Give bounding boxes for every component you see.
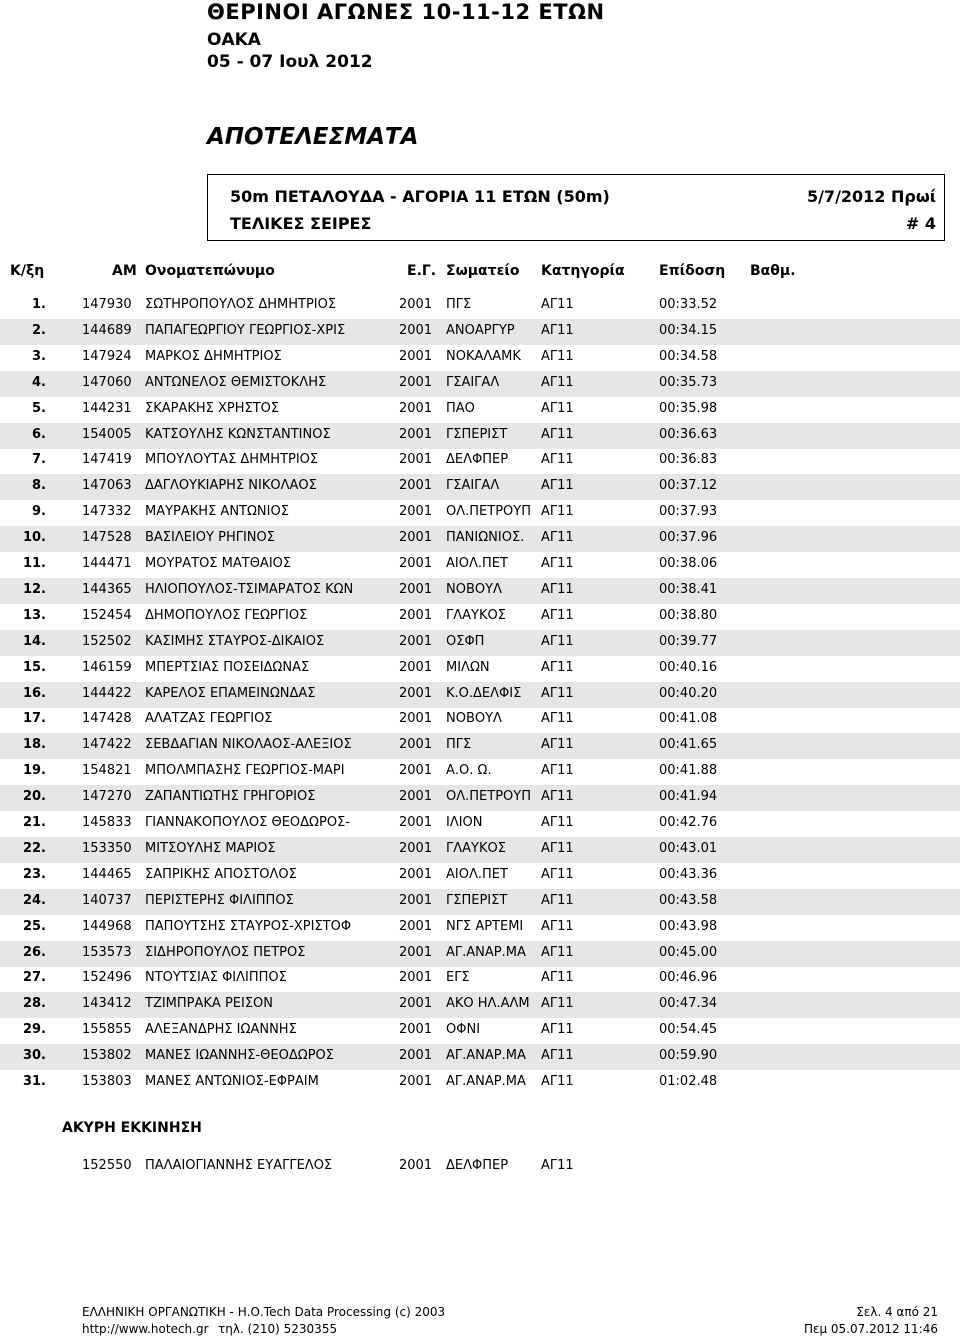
rank-cell: 28. — [22, 996, 46, 1011]
am-cell: 147060 — [82, 375, 132, 390]
category-cell: ΑΓ11 — [541, 1022, 574, 1037]
birth-year-cell: 2001 — [399, 634, 433, 649]
meet-title: ΘΕΡΙΝΟΙ ΑΓΩΝΕΣ 10-11-12 ΕΤΩΝ — [207, 0, 605, 24]
time-cell: 00:47.34 — [659, 996, 718, 1011]
swimmer-name-cell: ΠΑΠΟΥΤΣΗΣ ΣΤΑΥΡΟΣ-ΧΡΙΣΤΟΦ — [145, 919, 352, 934]
am-cell: 152550 — [82, 1158, 132, 1173]
rank-cell: 2. — [32, 323, 46, 338]
table-row — [0, 837, 960, 863]
club-cell: ΜΙΛΩΝ — [446, 660, 490, 675]
club-cell: ΓΣΑΙΓΑΛ — [446, 478, 500, 493]
footer-page: Σελ. 4 από 21 — [856, 1305, 938, 1319]
birth-year-cell: 2001 — [399, 375, 433, 390]
rank-cell: 18. — [22, 737, 46, 752]
table-row — [0, 1070, 960, 1096]
time-cell: 00:37.12 — [659, 478, 718, 493]
category-cell: ΑΓ11 — [541, 996, 574, 1011]
footer-printed: Πεμ 05.07.2012 11:46 — [803, 1322, 938, 1336]
time-cell: 00:33.52 — [659, 297, 718, 312]
rank-cell: 25. — [22, 919, 46, 934]
category-cell: ΑΓ11 — [541, 608, 574, 623]
time-cell: 00:43.58 — [659, 893, 718, 908]
swimmer-name-cell: ΔΑΓΛΟΥΚΙΑΡΗΣ ΝΙΚΟΛΑΟΣ — [145, 478, 317, 493]
birth-year-cell: 2001 — [399, 763, 433, 778]
club-cell: ΑΙΟΛ.ΠΕΤ — [446, 556, 508, 571]
swimmer-name-cell: ΚΑΡΕΛΟΣ ΕΠΑΜΕΙΝΩΝΔΑΣ — [145, 686, 316, 701]
table-row — [0, 682, 960, 708]
rank-cell: 13. — [22, 608, 46, 623]
table-row — [0, 992, 960, 1018]
birth-year-cell: 2001 — [399, 970, 433, 985]
event-round: ΤΕΛΙΚΕΣ ΣΕΙΡΕΣ — [230, 214, 372, 233]
birth-year-cell: 2001 — [399, 867, 433, 882]
category-cell: ΑΓ11 — [541, 815, 574, 830]
birth-year-cell: 2001 — [399, 1158, 433, 1173]
club-cell: ΑΓ.ΑΝΑΡ.ΜΑ — [446, 945, 526, 960]
time-cell: 00:43.01 — [659, 841, 718, 856]
rank-cell: 22. — [22, 841, 46, 856]
club-cell: ΓΣΠΕΡΙΣΤ — [446, 427, 508, 442]
time-cell: 00:43.98 — [659, 919, 718, 934]
table-row — [0, 630, 960, 656]
club-cell: ΠΓΣ — [446, 737, 472, 752]
time-cell: 00:41.08 — [659, 711, 718, 726]
swimmer-name-cell: ΠΑΛΑΙΟΓΙΑΝΝΗΣ ΕΥΑΓΓΕΛΟΣ — [145, 1158, 333, 1173]
rank-cell: 3. — [32, 349, 46, 364]
table-row — [0, 397, 960, 423]
rank-cell: 27. — [22, 970, 46, 985]
club-cell: ΟΛ.ΠΕΤΡΟΥΠ — [446, 789, 531, 804]
club-cell: ΝΟΚΑΛΑΜΚ — [446, 349, 521, 364]
am-cell: 147428 — [82, 711, 132, 726]
rank-cell: 16. — [22, 686, 46, 701]
club-cell: ΓΛΑΥΚΟΣ — [446, 608, 506, 623]
club-cell: ΓΣΑΙΓΑΛ — [446, 375, 500, 390]
category-cell: ΑΓ11 — [541, 763, 574, 778]
birth-year-cell: 2001 — [399, 1074, 433, 1089]
am-cell: 143412 — [82, 996, 132, 1011]
am-cell: 152454 — [82, 608, 132, 623]
am-cell: 144689 — [82, 323, 132, 338]
birth-year-cell: 2001 — [399, 711, 433, 726]
swimmer-name-cell: ΒΑΣΙΛΕΙΟΥ ΡΗΓΙΝΟΣ — [145, 530, 275, 545]
table-row — [0, 371, 960, 397]
results-title: ΑΠΟΤΕΛΕΣΜΑΤΑ — [207, 124, 419, 150]
category-cell: ΑΓ11 — [541, 711, 574, 726]
table-row — [0, 707, 960, 733]
table-row — [0, 474, 960, 500]
swimmer-name-cell: ΓΙΑΝΝΑΚΟΠΟΥΛΟΣ ΘΕΟΔΩΡΟΣ- — [145, 815, 350, 830]
swimmer-name-cell: ΝΤΟΥΤΣΙΑΣ ΦΙΛΙΠΠΟΣ — [145, 970, 287, 985]
event-date-session: 5/7/2012 Πρωί — [806, 187, 936, 206]
category-cell: ΑΓ11 — [541, 349, 574, 364]
club-cell: ΑΚΟ ΗΛ.ΑΛΜ — [446, 996, 530, 1011]
am-cell: 147930 — [82, 297, 132, 312]
am-cell: 144968 — [82, 919, 132, 934]
table-row — [0, 293, 960, 319]
rank-cell: 30. — [22, 1048, 46, 1063]
category-cell: ΑΓ11 — [541, 530, 574, 545]
club-cell: ΑΝΟΑΡΓΥΡ — [446, 323, 515, 338]
time-cell: 00:37.93 — [659, 504, 718, 519]
club-cell: Α.Ο. Ω. — [446, 763, 492, 778]
time-cell: 00:54.45 — [659, 1022, 718, 1037]
swimmer-name-cell: ΠΑΠΑΓΕΩΡΓΙΟΥ ΓΕΩΡΓΙΟΣ-ΧΡΙΣ — [145, 323, 346, 338]
swimmer-name-cell: ΣΕΒΔΑΓΙΑΝ ΝΙΚΟΛΑΟΣ-ΑΛΕΞΙΟΣ — [145, 737, 352, 752]
birth-year-cell: 2001 — [399, 660, 433, 675]
table-row — [0, 941, 960, 967]
club-cell: ΕΓΣ — [446, 970, 470, 985]
table-row — [0, 578, 960, 604]
rank-cell: 20. — [22, 789, 46, 804]
am-cell: 147924 — [82, 349, 132, 364]
birth-year-cell: 2001 — [399, 815, 433, 830]
col-header-time: Επίδοση — [659, 263, 726, 279]
club-cell: ΟΛ.ΠΕΤΡΟΥΠ — [446, 504, 531, 519]
rank-cell: 4. — [32, 375, 46, 390]
time-cell: 00:38.41 — [659, 582, 718, 597]
rank-cell: 23. — [22, 867, 46, 882]
footer-org: ΕΛΛΗΝΙΚΗ ΟΡΓΑΝΩΤΙΚΗ - Η.Ο.Tech Data Processing (c) 2003 — [82, 1305, 446, 1319]
category-cell: ΑΓ11 — [541, 401, 574, 416]
birth-year-cell: 2001 — [399, 582, 433, 597]
club-cell: ΙΛΙΟΝ — [446, 815, 483, 830]
col-header-club: Σωματείο — [446, 263, 520, 279]
am-cell: 144231 — [82, 401, 132, 416]
table-row — [0, 759, 960, 785]
am-cell: 146159 — [82, 660, 132, 675]
time-cell: 00:40.16 — [659, 660, 718, 675]
am-cell: 145833 — [82, 815, 132, 830]
category-cell: ΑΓ11 — [541, 867, 574, 882]
rank-cell: 12. — [22, 582, 46, 597]
rank-cell: 8. — [32, 478, 46, 493]
am-cell: 147422 — [82, 737, 132, 752]
am-cell: 153802 — [82, 1048, 132, 1063]
club-cell: ΠΓΣ — [446, 297, 472, 312]
time-cell: 00:39.77 — [659, 634, 718, 649]
time-cell: 00:38.06 — [659, 556, 718, 571]
birth-year-cell: 2001 — [399, 737, 433, 752]
am-cell: 155855 — [82, 1022, 132, 1037]
swimmer-name-cell: ΜΠΕΡΤΣΙΑΣ ΠΟΣΕΙΔΩΝΑΣ — [145, 660, 310, 675]
table-row — [0, 423, 960, 449]
swimmer-name-cell: ΜΠΟΥΛΟΥΤΑΣ ΔΗΜΗΤΡΙΟΣ — [145, 452, 319, 467]
col-header-name: Ονοματεπώνυμο — [145, 263, 275, 279]
time-cell: 00:41.94 — [659, 789, 718, 804]
time-cell: 00:36.83 — [659, 452, 718, 467]
club-cell: ΟΣΦΠ — [446, 634, 485, 649]
category-cell: ΑΓ11 — [541, 660, 574, 675]
category-cell: ΑΓ11 — [541, 841, 574, 856]
birth-year-cell: 2001 — [399, 789, 433, 804]
time-cell: 00:40.20 — [659, 686, 718, 701]
swimmer-name-cell: ΜΑΝΕΣ ΙΩΑΝΝΗΣ-ΘΕΟΔΩΡΟΣ — [145, 1048, 334, 1063]
club-cell: ΑΙΟΛ.ΠΕΤ — [446, 867, 508, 882]
time-cell: 00:43.36 — [659, 867, 718, 882]
category-cell: ΑΓ11 — [541, 1074, 574, 1089]
club-cell: ΓΛΑΥΚΟΣ — [446, 841, 506, 856]
swimmer-name-cell: ΜΑΡΚΟΣ ΔΗΜΗΤΡΙΟΣ — [145, 349, 282, 364]
time-cell: 00:42.76 — [659, 815, 718, 830]
am-cell: 140737 — [82, 893, 132, 908]
club-cell: ΠΑΝΙΩΝΙΟΣ. — [446, 530, 525, 545]
birth-year-cell: 2001 — [399, 1022, 433, 1037]
swimmer-name-cell: ΤΖΙΜΠΡΑΚΑ ΡΕΙΣΟΝ — [145, 996, 274, 1011]
rank-cell: 9. — [32, 504, 46, 519]
footer-phone: τηλ. (210) 5230355 — [218, 1322, 338, 1336]
table-row — [0, 1018, 960, 1044]
club-cell: ΔΕΛΦΠΕΡ — [446, 452, 509, 467]
table-row — [0, 915, 960, 941]
club-cell: ΓΣΠΕΡΙΣΤ — [446, 893, 508, 908]
swimmer-name-cell: ΣΙΔΗΡΟΠΟΥΛΟΣ ΠΕΤΡΟΣ — [145, 945, 306, 960]
category-cell: ΑΓ11 — [541, 893, 574, 908]
table-row — [0, 889, 960, 915]
birth-year-cell: 2001 — [399, 945, 433, 960]
swimmer-name-cell: ΜΙΤΣΟΥΛΗΣ ΜΑΡΙΟΣ — [145, 841, 276, 856]
birth-year-cell: 2001 — [399, 504, 433, 519]
event-box — [207, 174, 945, 241]
time-cell: 00:37.96 — [659, 530, 718, 545]
col-header-rank: Κ/ξη — [10, 263, 45, 279]
table-row — [0, 733, 960, 759]
category-cell: ΑΓ11 — [541, 375, 574, 390]
swimmer-name-cell: ΑΛΕΞΑΝΔΡΗΣ ΙΩΑΝΝΗΣ — [145, 1022, 297, 1037]
birth-year-cell: 2001 — [399, 893, 433, 908]
time-cell: 00:45.00 — [659, 945, 718, 960]
swimmer-name-cell: ΚΑΣΙΜΗΣ ΣΤΑΥΡΟΣ-ΔΙΚΑΙΟΣ — [145, 634, 325, 649]
rank-cell: 19. — [22, 763, 46, 778]
birth-year-cell: 2001 — [399, 686, 433, 701]
swimmer-name-cell: ΣΚΑΡΑΚΗΣ ΧΡΗΣΤΟΣ — [145, 401, 280, 416]
category-cell: ΑΓ11 — [541, 297, 574, 312]
birth-year-cell: 2001 — [399, 530, 433, 545]
swimmer-name-cell: ΑΛΑΤΖΑΣ ΓΕΩΡΓΙΟΣ — [145, 711, 273, 726]
table-row — [0, 552, 960, 578]
col-header-points: Βαθμ. — [750, 263, 796, 279]
table-row — [0, 448, 960, 474]
cancelled-row — [0, 1154, 960, 1180]
table-row — [0, 604, 960, 630]
category-cell: ΑΓ11 — [541, 582, 574, 597]
am-cell: 144365 — [82, 582, 132, 597]
am-cell: 154821 — [82, 763, 132, 778]
birth-year-cell: 2001 — [399, 452, 433, 467]
am-cell: 147332 — [82, 504, 132, 519]
rank-cell: 15. — [22, 660, 46, 675]
am-cell: 152502 — [82, 634, 132, 649]
club-cell: Κ.Ο.ΔΕΛΦΙΣ — [446, 686, 522, 701]
club-cell: ΝΟΒΟΥΛ — [446, 711, 502, 726]
birth-year-cell: 2001 — [399, 401, 433, 416]
birth-year-cell: 2001 — [399, 323, 433, 338]
table-row — [0, 345, 960, 371]
category-cell: ΑΓ11 — [541, 1048, 574, 1063]
birth-year-cell: 2001 — [399, 349, 433, 364]
table-row — [0, 526, 960, 552]
col-header-am: ΑΜ — [112, 263, 137, 279]
am-cell: 153803 — [82, 1074, 132, 1089]
meet-dates: 05 - 07 Ιουλ 2012 — [207, 52, 373, 72]
category-cell: ΑΓ11 — [541, 427, 574, 442]
rank-cell: 14. — [22, 634, 46, 649]
club-cell: ΝΟΒΟΥΛ — [446, 582, 502, 597]
birth-year-cell: 2001 — [399, 841, 433, 856]
footer-website[interactable]: http://www.hotech.gr — [82, 1322, 209, 1336]
time-cell: 00:35.98 — [659, 401, 718, 416]
am-cell: 147528 — [82, 530, 132, 545]
swimmer-name-cell: ΣΑΠΡΙΚΗΣ ΑΠΟΣΤΟΛΟΣ — [145, 867, 297, 882]
time-cell: 00:34.58 — [659, 349, 718, 364]
am-cell: 144422 — [82, 686, 132, 701]
time-cell: 00:41.65 — [659, 737, 718, 752]
birth-year-cell: 2001 — [399, 996, 433, 1011]
table-row — [0, 656, 960, 682]
swimmer-name-cell: ΗΛΙΟΠΟΥΛΟΣ-ΤΣΙΜΑΡΑΤΟΣ ΚΩΝ — [145, 582, 354, 597]
am-cell: 147270 — [82, 789, 132, 804]
swimmer-name-cell: ΖΑΠΑΝΤΙΩΤΗΣ ΓΡΗΓΟΡΙΟΣ — [145, 789, 316, 804]
event-name: 50m ΠΕΤΑΛΟΥΔΑ - ΑΓΟΡΙΑ 11 ΕΤΩΝ (50m) — [230, 187, 610, 206]
am-cell: 152496 — [82, 970, 132, 985]
category-cell: ΑΓ11 — [541, 737, 574, 752]
am-cell: 144471 — [82, 556, 132, 571]
rank-cell: 17. — [22, 711, 46, 726]
club-cell: ΝΓΣ ΑΡΤΕΜΙ — [446, 919, 524, 934]
am-cell: 147419 — [82, 452, 132, 467]
club-cell: ΠΑΟ — [446, 401, 475, 416]
table-row — [0, 785, 960, 811]
birth-year-cell: 2001 — [399, 297, 433, 312]
rank-cell: 31. — [22, 1074, 46, 1089]
swimmer-name-cell: ΣΩΤΗΡΟΠΟΥΛΟΣ ΔΗΜΗΤΡΙΟΣ — [145, 297, 337, 312]
table-row — [0, 863, 960, 889]
event-number: # 4 — [905, 214, 936, 233]
col-header-category: Κατηγορία — [541, 263, 625, 279]
rank-cell: 10. — [22, 530, 46, 545]
table-row — [0, 966, 960, 992]
category-cell: ΑΓ11 — [541, 556, 574, 571]
category-cell: ΑΓ11 — [541, 789, 574, 804]
category-cell: ΑΓ11 — [541, 452, 574, 467]
category-cell: ΑΓ11 — [541, 686, 574, 701]
category-cell: ΑΓ11 — [541, 945, 574, 960]
time-cell: 00:34.15 — [659, 323, 718, 338]
swimmer-name-cell: ΑΝΤΩΝΕΛΟΣ ΘΕΜΙΣΤΟΚΛΗΣ — [145, 375, 327, 390]
meet-venue: ΟΑΚΑ — [207, 30, 261, 50]
category-cell: ΑΓ11 — [541, 919, 574, 934]
rank-cell: 6. — [32, 427, 46, 442]
swimmer-name-cell: ΜΑΝΕΣ ΑΝΤΩΝΙΟΣ-ΕΦΡΑΙΜ — [145, 1074, 319, 1089]
rank-cell: 29. — [22, 1022, 46, 1037]
swimmer-name-cell: ΜΠΟΛΜΠΑΣΗΣ ΓΕΩΡΓΙΟΣ-ΜΑΡΙ — [145, 763, 345, 778]
category-cell: ΑΓ11 — [541, 1158, 574, 1173]
rank-cell: 26. — [22, 945, 46, 960]
rank-cell: 7. — [32, 452, 46, 467]
rank-cell: 1. — [32, 297, 46, 312]
time-cell: 00:59.90 — [659, 1048, 718, 1063]
col-header-year: Ε.Γ. — [407, 263, 437, 279]
rank-cell: 11. — [22, 556, 46, 571]
category-cell: ΑΓ11 — [541, 970, 574, 985]
swimmer-name-cell: ΠΕΡΙΣΤΕΡΗΣ ΦΙΛΙΠΠΟΣ — [145, 893, 294, 908]
birth-year-cell: 2001 — [399, 556, 433, 571]
time-cell: 00:36.63 — [659, 427, 718, 442]
category-cell: ΑΓ11 — [541, 504, 574, 519]
category-cell: ΑΓ11 — [541, 634, 574, 649]
swimmer-name-cell: ΜΑΥΡΑΚΗΣ ΑΝΤΩΝΙΟΣ — [145, 504, 289, 519]
birth-year-cell: 2001 — [399, 478, 433, 493]
club-cell: ΟΦΝΙ — [446, 1022, 481, 1037]
am-cell: 153350 — [82, 841, 132, 856]
category-cell: ΑΓ11 — [541, 478, 574, 493]
table-row — [0, 1044, 960, 1070]
time-cell: 01:02.48 — [659, 1074, 718, 1089]
time-cell: 00:41.88 — [659, 763, 718, 778]
category-cell: ΑΓ11 — [541, 323, 574, 338]
club-cell: ΔΕΛΦΠΕΡ — [446, 1158, 509, 1173]
time-cell: 00:35.73 — [659, 375, 718, 390]
am-cell: 144465 — [82, 867, 132, 882]
time-cell: 00:46.96 — [659, 970, 718, 985]
cancelled-section-title: ΑΚΥΡΗ ΕΚΚΙΝΗΣΗ — [62, 1120, 202, 1136]
table-row — [0, 500, 960, 526]
swimmer-name-cell: ΜΟΥΡΑΤΟΣ ΜΑΤΘΑΙΟΣ — [145, 556, 292, 571]
birth-year-cell: 2001 — [399, 1048, 433, 1063]
birth-year-cell: 2001 — [399, 919, 433, 934]
club-cell: ΑΓ.ΑΝΑΡ.ΜΑ — [446, 1074, 526, 1089]
am-cell: 154005 — [82, 427, 132, 442]
birth-year-cell: 2001 — [399, 427, 433, 442]
club-cell: ΑΓ.ΑΝΑΡ.ΜΑ — [446, 1048, 526, 1063]
time-cell: 00:38.80 — [659, 608, 718, 623]
am-cell: 153573 — [82, 945, 132, 960]
rank-cell: 21. — [22, 815, 46, 830]
am-cell: 147063 — [82, 478, 132, 493]
table-row — [0, 319, 960, 345]
rank-cell: 24. — [22, 893, 46, 908]
table-row — [0, 811, 960, 837]
rank-cell: 5. — [32, 401, 46, 416]
swimmer-name-cell: ΚΑΤΣΟΥΛΗΣ ΚΩΝΣΤΑΝΤΙΝΟΣ — [145, 427, 331, 442]
swimmer-name-cell: ΔΗΜΟΠΟΥΛΟΣ ΓΕΩΡΓΙΟΣ — [145, 608, 308, 623]
birth-year-cell: 2001 — [399, 608, 433, 623]
